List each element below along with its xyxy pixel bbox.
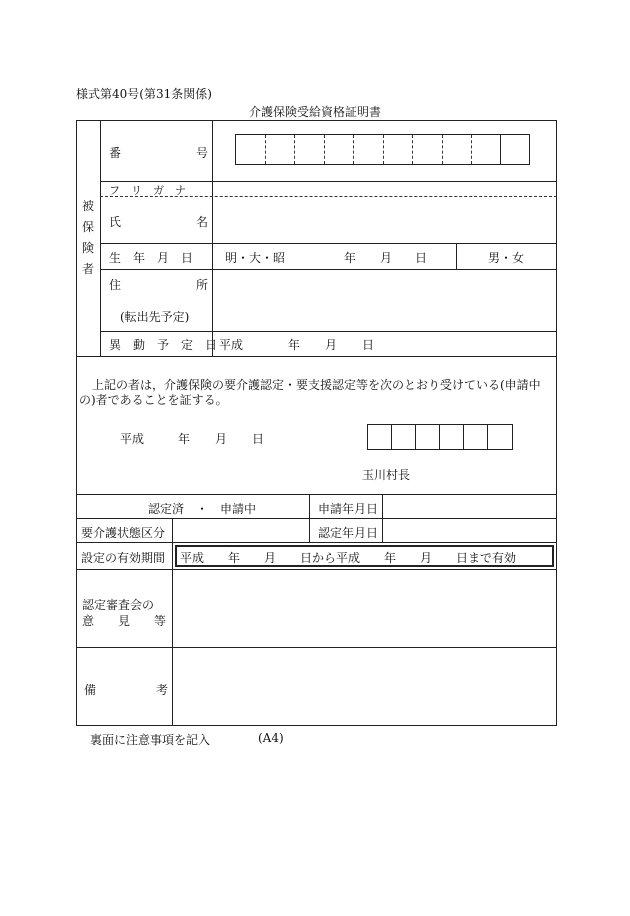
remarks-label-start: 備 — [84, 683, 97, 697]
certified-or-applying: 認定済 ・ 申請中 — [148, 502, 257, 516]
issuer-name: 玉川村長 — [362, 468, 411, 482]
form-table — [76, 120, 557, 726]
form-number: 様式第40号(第31条関係) — [76, 87, 212, 101]
move-day-label: 日 — [362, 338, 375, 352]
remarks-label-end: 考 — [156, 683, 169, 697]
number-label-start: 番 — [109, 146, 122, 160]
birth-era: 明・大・昭 — [225, 251, 286, 265]
sex-field: 男・女 — [488, 251, 525, 265]
move-date-label: 異 動 予 定 日 — [109, 338, 218, 352]
name-label-end: 名 — [196, 215, 209, 229]
birth-day-label: 日 — [415, 251, 428, 265]
birth-year-label: 年 — [344, 251, 357, 265]
certification-text-line2: の)者であることを証する。 — [79, 393, 228, 407]
move-month-label: 月 — [325, 338, 338, 352]
furigana-label: フ リ ガ ナ — [109, 184, 186, 197]
review-board-label-line2: 意 見 等 — [82, 614, 167, 628]
address-label-end: 所 — [196, 278, 209, 292]
certification-month-label: 月 — [215, 432, 228, 446]
name-label-start: 氏 — [109, 215, 122, 229]
certification-code-boxes[interactable] — [367, 424, 513, 450]
certification-day-label: 日 — [252, 432, 265, 446]
paper-size: (A4) — [258, 731, 284, 745]
form-title: 介護保険受給資格証明書 — [248, 105, 381, 119]
move-era: 平成 — [219, 338, 244, 352]
address-note: (転出先予定) — [120, 310, 190, 324]
certification-year-label: 年 — [178, 432, 191, 446]
certification-text-line1: 上記の者は，介護保険の要介護認定・要支援認定等を次のとおり受けている(申請中 — [92, 378, 541, 392]
validity-period-value: 平成 年 月 日から平成 年 月 日まで有効 — [180, 551, 517, 565]
validity-period-label: 設定の有効期間 — [81, 551, 166, 565]
review-board-label-line1: 認定審査会の — [82, 598, 155, 612]
number-label-end: 号 — [196, 146, 209, 160]
insured-number-field[interactable] — [235, 134, 530, 165]
certification-date-label: 認定年月日 — [318, 526, 379, 540]
birthdate-label: 生 年 月 日 — [109, 251, 194, 265]
care-level-label: 要介護状態区分 — [81, 526, 166, 540]
footer-note: 裏面に注意事項を記入 — [90, 733, 211, 747]
move-year-label: 年 — [288, 338, 301, 352]
application-date-label: 申請年月日 — [318, 502, 379, 516]
insured-label: 被保険者 — [81, 199, 94, 276]
address-label-start: 住 — [109, 278, 122, 292]
certification-date-era: 平成 — [120, 432, 145, 446]
birth-month-label: 月 — [380, 251, 393, 265]
